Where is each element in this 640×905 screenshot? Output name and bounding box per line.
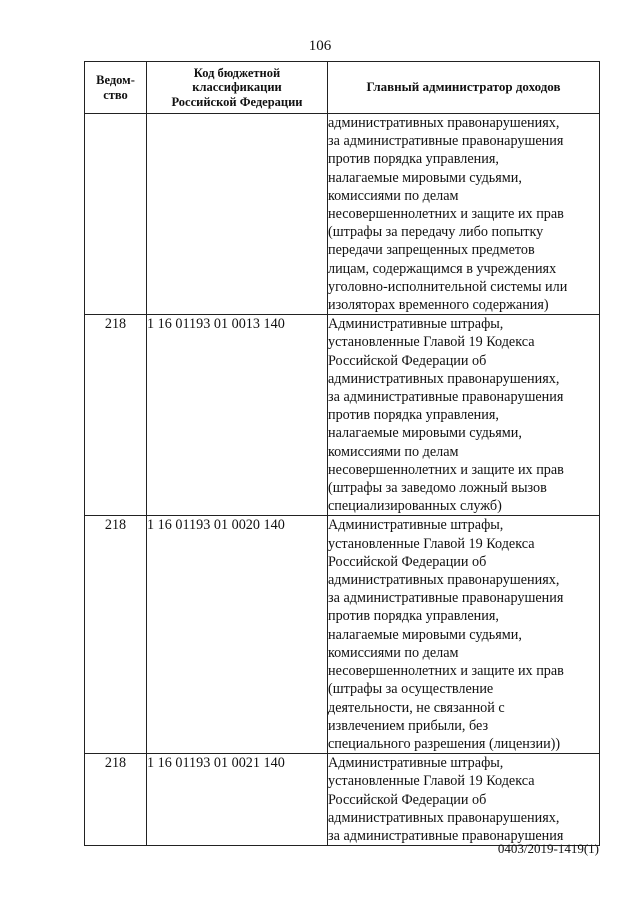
admin-description-line: комиссиями по делам	[328, 443, 459, 460]
budget-code-cell: 1 16 01193 01 0021 140	[147, 754, 328, 846]
table-row	[85, 754, 600, 846]
admin-description-line: установленные Главой 19 Кодекса	[328, 773, 535, 790]
table-header-row	[85, 62, 600, 114]
header-code	[147, 62, 328, 114]
budget-code-cell	[147, 114, 328, 315]
admin-description-line: лицам, содержащимся в учреждениях	[328, 260, 557, 277]
admin-description-line: уголовно-исполнительной системы или	[328, 278, 568, 295]
admin-description-line: (штрафы за осуществление	[328, 681, 494, 698]
admin-description-line: Российской Федерации об	[328, 553, 487, 570]
header-dept-line: Ведом-	[96, 73, 135, 87]
admin-description-line: изоляторах временного содержания)	[328, 297, 549, 314]
admin-description-line: за административные правонарушения	[328, 827, 564, 844]
admin-description-line: Российской Федерации об	[328, 352, 487, 369]
budget-code-cell: 1 16 01193 01 0013 140	[147, 315, 328, 516]
dept-cell: 218	[85, 754, 147, 846]
admin-description-cell	[328, 315, 600, 516]
admin-description-line: комиссиями по делам	[328, 644, 459, 661]
admin-description-line: (штрафы за заведомо ложный вызов	[328, 480, 547, 497]
table-row	[85, 114, 600, 315]
dept-cell: 218	[85, 516, 147, 754]
admin-description-line: (штрафы за передачу либо попытку	[328, 224, 544, 241]
admin-description-line: налагаемые мировыми судьями,	[328, 169, 522, 186]
budget-code-cell: 1 16 01193 01 0020 140	[147, 516, 328, 754]
page-number: 106	[308, 38, 332, 54]
dept-cell	[85, 114, 147, 315]
admin-description-line: специализированных служб)	[328, 498, 502, 515]
admin-description-line: деятельности, не связанной с	[328, 699, 505, 716]
document-number: 0403/2019-1419(1)	[497, 841, 599, 856]
admin-description-line: специального разрешения (лицензии))	[328, 735, 561, 752]
revenue-administrators-table	[84, 61, 600, 846]
dept-cell: 218	[85, 315, 147, 516]
admin-description-line: против порядка управления,	[328, 407, 499, 424]
admin-description-line: несовершеннолетних и защите их прав	[328, 663, 564, 680]
table-row	[85, 315, 600, 516]
admin-description-line: административных правонарушениях,	[328, 370, 560, 387]
admin-description-line: Российской Федерации об	[328, 791, 487, 808]
admin-description-line: Административные штрафы,	[328, 316, 504, 333]
header-dept-line: ство	[103, 87, 128, 102]
header-code-line: Код бюджетной	[193, 65, 281, 80]
header-dept	[85, 62, 147, 114]
admin-description-line: за административные правонарушения	[328, 133, 564, 150]
admin-description-line: Административные штрафы,	[328, 517, 504, 534]
admin-description-cell	[328, 516, 600, 754]
admin-description-line: комиссиями по делам	[328, 187, 459, 204]
admin-description-line: передачи запрещенных предметов	[328, 242, 535, 259]
admin-description-cell	[328, 114, 600, 315]
admin-description-cell	[328, 754, 600, 846]
admin-description-line: административных правонарушениях,	[328, 572, 560, 589]
admin-description-line: извлечением прибыли, без	[328, 717, 489, 734]
admin-description-line: несовершеннолетних и защите их прав	[328, 206, 564, 223]
header-code-line: Российской Федерации	[171, 94, 303, 109]
admin-description-line: против порядка управления,	[328, 151, 499, 168]
admin-description-line: установленные Главой 19 Кодекса	[328, 334, 535, 351]
admin-description-line: административных правонарушениях,	[328, 809, 560, 826]
admin-description-line: за административные правонарушения	[328, 590, 564, 607]
admin-description-line: за административные правонарушения	[328, 389, 564, 406]
admin-description-line: административных правонарушениях,	[328, 115, 560, 131]
table-row	[85, 516, 600, 754]
admin-description-line: налагаемые мировыми судьями,	[328, 626, 522, 643]
admin-description-line: налагаемые мировыми судьями,	[328, 425, 522, 442]
admin-description-line: против порядка управления,	[328, 608, 499, 625]
admin-description-line: Административные штрафы,	[328, 755, 504, 772]
header-code-line: классификации	[192, 80, 282, 95]
header-admin: Главный администратор доходов	[328, 62, 600, 114]
admin-description-line: установленные Главой 19 Кодекса	[328, 535, 535, 552]
admin-description-line: несовершеннолетних и защите их прав	[328, 461, 564, 478]
